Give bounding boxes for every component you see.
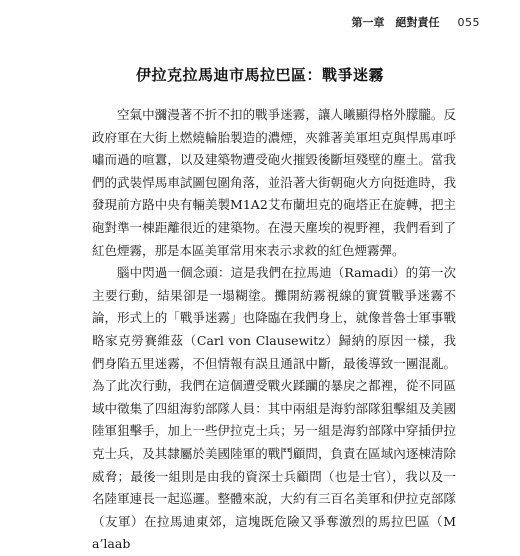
page-number: 055 — [457, 16, 480, 29]
running-header — [352, 14, 481, 30]
paragraph: 腦中閃過一個念頭：這是我們在拉馬迪（Ramadi）的第一次主要行動，結果卻是一塌糊塗。攤開紡霧視線的實質戰爭迷霧不論，形式上的「戰爭迷霧」也降臨在我們身上，就像普魯士軍事戰略家克勞賽維茲（Carl von Clausewitz）歸納的原因一樣，我們身陷五里迷霧，不但情報有誤且通訊中斷，最後導致一團混亂。為了此次行動，我們在這個遭受戰火蹂躪的暴戾之都裡，從不同區域中徵集了四組海豹部隊人員：其中兩組是海豹部隊狙擊組及美國陸軍狙擊手，加上一些伊拉克士兵；另一組是海豹部隊中穿插伊拉克士兵，及其隸屬於美國陸軍的戰鬥顧問，負責在區域內逐棟清除威脅；最後一組則是由我的資深士兵顧問（也是士官），我以及一名陸軍連長一起巡邏。整體來說，大約有三百名美軍和伊拉克部隊（友軍）在拉馬迪東郊，這塊既危險又爭奪激烈的馬拉巴區（Ma’laab — [92, 265, 456, 552]
body-text — [92, 104, 456, 556]
paragraph: 空氣中瀰漫著不折不扣的戰爭迷霧，讓人曦顯得格外朦朧。反政府軍在大街上燃燒輪胎製造的濃煙，夾雜著美軍坦克與悍馬車呼嘯而過的喧囂，以及建築物遭受砲火摧毀後斷垣殘壁的塵土。當我們的武裝悍馬車試圖包圍角落，並沿著大街朝砲火方向挺進時，我發現前方路中央有輛美製M1A2艾布蘭坦克的砲塔正在旋轉，把主砲對準一棟距離很近的建築物。在漫天塵埃的視野裡，我們看到了紅色煙霧，那是本區美軍常用來表示求救的紅色煙霧彈。 — [92, 107, 456, 258]
section-title: 伊拉克拉馬迪市馬拉巴區：戰爭迷霧 — [135, 66, 384, 84]
chapter-title: 第一章 絕對責任 — [351, 16, 440, 29]
